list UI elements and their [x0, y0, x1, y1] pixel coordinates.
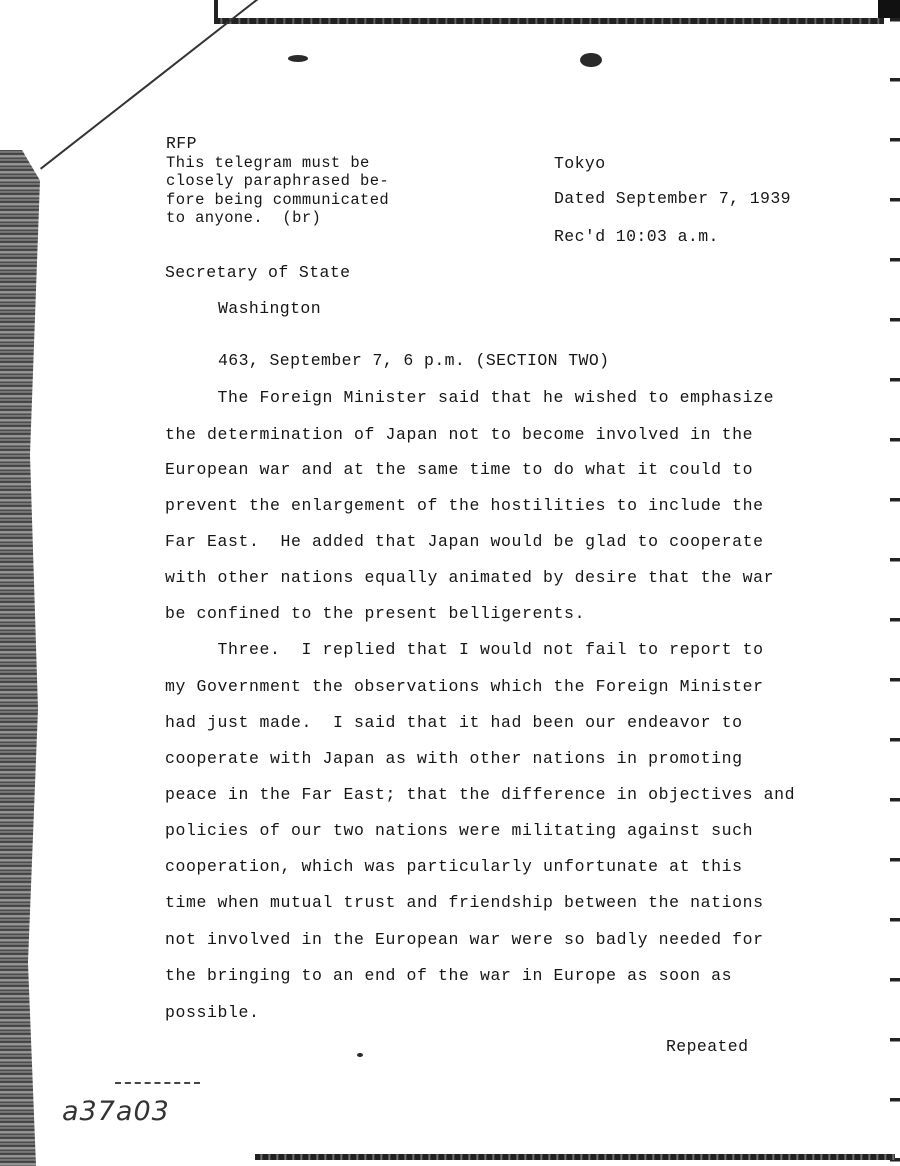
body-line-6: with other nations equally animated by desire that the war	[165, 568, 775, 587]
body-line-15: time when mutual trust and friendship between the nations	[165, 893, 764, 912]
origin-place: Tokyo	[554, 154, 606, 173]
body-line-3: European war and at the same time to do what it could to	[165, 460, 754, 479]
received-line: Rec'd 10:03 a.m.	[554, 227, 719, 246]
scan-bottom-edge	[255, 1154, 895, 1160]
body-line-4: prevent the enlargement of the hostilities to include the	[165, 496, 764, 515]
paraphrase-notice-line-2: closely paraphrased be-	[166, 172, 390, 190]
ink-blot	[288, 55, 308, 62]
paraphrase-notice-line-4: to anyone. (br)	[166, 209, 322, 227]
dated-line: Dated September 7, 1939	[554, 189, 791, 208]
body-line-13: policies of our two nations were militating against such	[165, 821, 754, 840]
body-line-14: cooperation, which was particularly unfortunate at this	[165, 857, 743, 876]
pencil-dash-line	[115, 1082, 200, 1084]
handwritten-file-mark: a37a03	[62, 1096, 170, 1127]
body-line-7: be confined to the present belligerents.	[165, 604, 586, 623]
ink-blot	[580, 53, 602, 67]
message-reference: 463, September 7, 6 p.m. (SECTION TWO)	[218, 351, 610, 370]
scan-right-edge	[890, 18, 900, 1166]
repeated-label: Repeated	[666, 1037, 749, 1056]
body-line-18: possible.	[165, 1003, 260, 1022]
paraphrase-notice-line-1: This telegram must be	[166, 154, 370, 172]
scan-fold-line	[40, 0, 278, 170]
body-line-11: cooperate with Japan as with other nations in promoting	[165, 749, 743, 768]
ink-speck	[357, 1053, 363, 1057]
body-line-12: peace in the Far East; that the difference in objectives and	[165, 785, 796, 804]
addressee-city: Washington	[218, 299, 322, 318]
body-line-9: my Government the observations which the Foreign Minister	[165, 677, 764, 696]
body-line-1: The Foreign Minister said that he wished to emphasize	[165, 388, 775, 407]
body-line-8: Three. I replied that I would not fail to report to	[165, 640, 764, 659]
body-line-10: had just made. I said that it had been our endeavor to	[165, 713, 743, 732]
body-line-5: Far East. He added that Japan would be glad to cooperate	[165, 532, 764, 551]
addressee-title: Secretary of State	[165, 263, 351, 282]
body-line-17: the bringing to an end of the war in Europe as soon as	[165, 966, 733, 985]
paraphrase-notice-line-3: fore being communicated	[166, 191, 390, 209]
scan-left-edge	[0, 150, 40, 1166]
body-line-2: the determination of Japan not to become involved in the	[165, 425, 754, 444]
routing-code: RFP	[166, 134, 197, 153]
scan-corner-mark	[878, 0, 900, 18]
scan-top-edge	[214, 18, 884, 24]
body-line-16: not involved in the European war were so badly needed for	[165, 930, 764, 949]
